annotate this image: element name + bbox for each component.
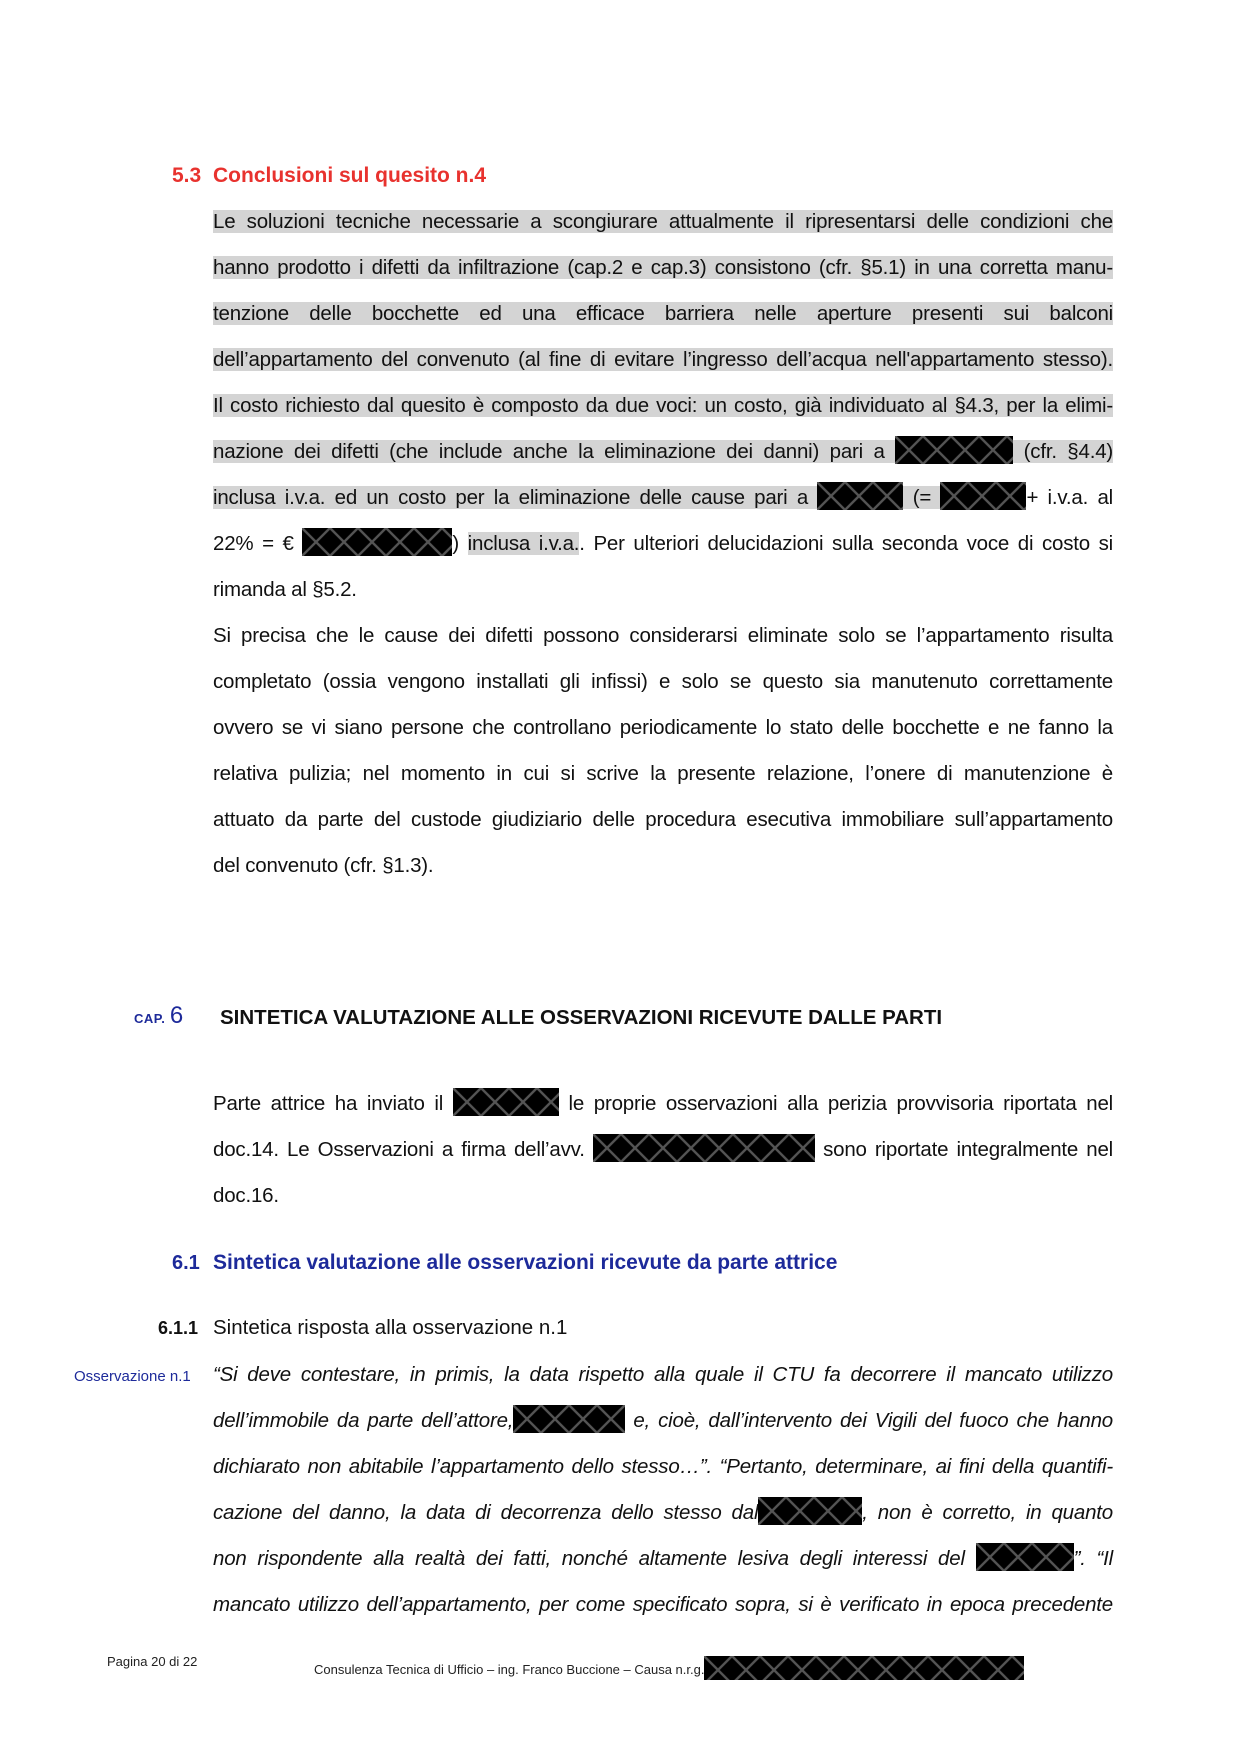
section-5-3-paragraph-1 [213, 199, 1113, 613]
text-line: “Si deve contestare, in primis, la data rispetto alla quale il CTU fa decorrere il mancato utilizzo [213, 1363, 1113, 1386]
text-line: Le soluzioni tecniche necessarie a scongiurare attualmente il ripresentarsi delle condizioni che [213, 210, 1113, 233]
redaction-block [976, 1543, 1074, 1571]
text-line: hanno prodotto i difetti da infiltrazione (cap.2 e cap.3) consistono (cfr. §5.1) in una corretta manu- [213, 256, 1113, 279]
section-6-1-1-number: 6.1.1 [158, 1318, 199, 1338]
text-line: tenzione delle bocchette ed una efficace barriera nelle aperture presenti sui balconi [213, 302, 1113, 325]
section-5-3-title: Conclusioni sul quesito n.4 [213, 164, 487, 187]
text-line: completato (ossia vengono installati gli infissi) e solo se questo sia manutenuto correttamente [213, 670, 1113, 693]
text-segment: (cfr. §4.4) [1023, 440, 1114, 463]
observation-quote [213, 1352, 1113, 1628]
text-line: dell’appartamento del convenuto (al fine di evitare l’ingresso dell’acqua nell'appartamento stesso). [213, 348, 1113, 371]
text-segment: non rispondente alla realtà dei fatti, nonché altamente lesiva degli interessi del [213, 1547, 965, 1570]
text-line: rimanda al §5.2. [213, 578, 357, 601]
text-line: Il costo richiesto dal quesito è composto da due voci: un costo, già individuato al §4.3, per la elimi- [213, 394, 1113, 417]
text-segment: le proprie osservazioni alla perizia provvisoria riportata nel [568, 1092, 1113, 1115]
text-segment: ) [452, 532, 459, 555]
redaction-block [513, 1405, 625, 1433]
text-segment: e, cioè, dall’intervento dei Vigili del fuoco che hanno [633, 1409, 1113, 1432]
text-segment: nazione dei difetti (che include anche la eliminazione dei danni) pari a [213, 440, 885, 463]
footer-page-number: Pagina 20 di 22 [107, 1654, 198, 1669]
redaction-block [895, 436, 1013, 464]
chapter-label: CAP. [134, 1011, 166, 1026]
text-segment: Parte attrice ha inviato il [213, 1092, 444, 1115]
text-segment-highlight: inclusa i.v.a. [467, 532, 580, 555]
section-6-1-1-title: Sintetica risposta alla osservazione n.1 [213, 1316, 568, 1339]
text-line: doc.16. [213, 1184, 279, 1207]
text-line: relativa pulizia; nel momento in cui si scrive la presente relazione, l’onere di manutenzione è [213, 762, 1113, 785]
text-segment: inclusa i.v.a. ed un costo per la eliminazione delle cause pari a [213, 486, 809, 509]
redaction-block [817, 482, 903, 510]
redaction-block [758, 1497, 862, 1525]
redaction-block [593, 1134, 815, 1162]
text-line: del convenuto (cfr. §1.3). [213, 854, 434, 877]
margin-note: Osservazione n.1 [74, 1368, 191, 1385]
text-segment: doc.14. Le Osservazioni a firma dell’avv. [213, 1138, 585, 1161]
section-5-3-number: 5.3 [172, 164, 202, 187]
text-segment: 22% = € [213, 532, 294, 555]
text-segment: . Per ulteriori delucidazioni sulla seconda voce di costo si [579, 532, 1113, 555]
chapter-number: 6 [169, 1002, 184, 1029]
text-line: attuato da parte del custode giudiziario delle procedura esecutiva immobiliare sull’appartamento [213, 808, 1113, 831]
text-line: ovvero se vi siano persone che controllano periodicamente lo stato delle bocchette e ne fanno la [213, 716, 1113, 739]
text-segment: + i.v.a. al [1026, 486, 1113, 509]
text-segment: sono riportate integralmente nel [823, 1138, 1114, 1161]
section-6-1-title: Sintetica valutazione alle osservazioni ricevute da parte attrice [213, 1251, 838, 1274]
chapter-6-paragraph [213, 1081, 1113, 1219]
text-segment: (= [912, 486, 932, 509]
section-6-1-number: 6.1 [172, 1252, 200, 1274]
footer-text: Consulenza Tecnica di Ufficio – ing. Franco Buccione – Causa n.r.g. [314, 1662, 705, 1677]
chapter-6-label [134, 1002, 183, 1030]
text-line: dichiarato non abitabile l’appartamento dello stesso…”. “Pertanto, determinare, ai fini della quantifi- [213, 1455, 1113, 1478]
chapter-6-title: SINTETICA VALUTAZIONE ALLE OSSERVAZIONI RICEVUTE DALLE PARTI [220, 1006, 943, 1029]
section-5-3-paragraph-2 [213, 613, 1113, 889]
text-segment: dell’immobile da parte dell’attore, [213, 1409, 514, 1432]
footer-center [314, 1656, 1024, 1680]
text-line: mancato utilizzo dell’appartamento, per come specificato sopra, si è verificato in epoca precedente [213, 1593, 1113, 1616]
text-segment: , non è corretto, in quanto [862, 1501, 1113, 1524]
redaction-block [704, 1656, 1024, 1680]
text-segment: ”. “Il [1073, 1547, 1113, 1570]
redaction-block [302, 528, 452, 556]
redaction-block [453, 1088, 559, 1116]
text-line: Si precisa che le cause dei difetti possono considerarsi eliminate solo se l’appartamento risulta [213, 624, 1113, 647]
redaction-block [940, 482, 1026, 510]
text-segment: cazione del danno, la data di decorrenza dello stesso dal [213, 1501, 759, 1524]
